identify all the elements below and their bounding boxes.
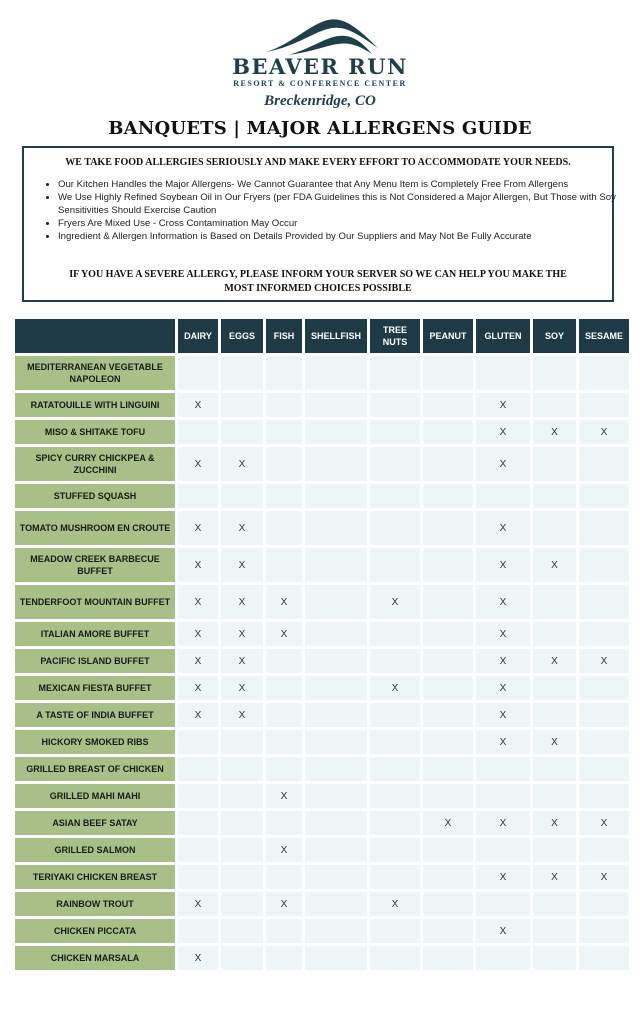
notice-headline: WE TAKE FOOD ALLERGIES SERIOUSLY AND MAKE EVERY EFFORT TO ACCOMMODATE YOUR NEEDS. bbox=[65, 157, 571, 168]
column-header-shellfish: SHELLFISH bbox=[305, 319, 367, 353]
allergen-empty-cell bbox=[266, 757, 302, 781]
allergen-empty-cell bbox=[221, 919, 263, 943]
allergen-empty-cell bbox=[370, 447, 420, 481]
allergen-mark-cell: X bbox=[476, 447, 530, 481]
allergen-empty-cell bbox=[579, 838, 629, 862]
allergen-empty-cell bbox=[305, 585, 367, 619]
allergen-mark-cell: X bbox=[221, 703, 263, 727]
dish-name: STUFFED SQUASH bbox=[15, 484, 175, 508]
table-row bbox=[15, 892, 629, 916]
allergen-empty-cell bbox=[305, 420, 367, 444]
column-header-tree-nuts: TREE NUTS bbox=[370, 319, 420, 353]
allergen-empty-cell bbox=[533, 393, 576, 417]
allergen-empty-cell bbox=[370, 356, 420, 390]
allergen-empty-cell bbox=[423, 892, 473, 916]
allergen-mark-cell: X bbox=[178, 892, 218, 916]
allergen-empty-cell bbox=[579, 585, 629, 619]
allergen-mark-cell: X bbox=[178, 447, 218, 481]
allergen-empty-cell bbox=[423, 420, 473, 444]
dish-name: GRILLED MAHI MAHI bbox=[15, 784, 175, 808]
allergen-empty-cell bbox=[423, 585, 473, 619]
allergen-empty-cell bbox=[221, 811, 263, 835]
allergen-mark-cell: X bbox=[178, 946, 218, 970]
dish-name: ASIAN BEEF SATAY bbox=[15, 811, 175, 835]
table-row bbox=[15, 622, 629, 646]
table-row bbox=[15, 585, 629, 619]
notice-bullet: • Our Kitchen Handles the Major Allergens- We Cannot Guarantee that Any Menu Item is Completely Free From Allergens bbox=[58, 178, 628, 191]
allergen-empty-cell bbox=[423, 484, 473, 508]
allergen-empty-cell bbox=[579, 484, 629, 508]
allergen-empty-cell bbox=[266, 730, 302, 754]
allergen-empty-cell bbox=[305, 811, 367, 835]
allergen-empty-cell bbox=[370, 811, 420, 835]
allergen-empty-cell bbox=[370, 865, 420, 889]
dish-name: CHICKEN PICCATA bbox=[15, 919, 175, 943]
allergen-empty-cell bbox=[370, 919, 420, 943]
allergen-mark-cell: X bbox=[221, 622, 263, 646]
allergen-mark-cell: X bbox=[579, 649, 629, 673]
allergen-empty-cell bbox=[221, 784, 263, 808]
table-row bbox=[15, 946, 629, 970]
table-row bbox=[15, 811, 629, 835]
dish-name: MEADOW CREEK BARBECUE BUFFET bbox=[15, 548, 175, 582]
allergen-mark-cell: X bbox=[221, 447, 263, 481]
column-header-peanut: PEANUT bbox=[423, 319, 473, 353]
column-header-eggs: EGGS bbox=[221, 319, 263, 353]
allergen-mark-cell: X bbox=[533, 730, 576, 754]
dish-name: GRILLED SALMON bbox=[15, 838, 175, 862]
allergen-empty-cell bbox=[305, 730, 367, 754]
allergen-empty-cell bbox=[266, 393, 302, 417]
notice-bullet: • We Use Highly Refined Soybean Oil in Our Fryers (per FDA Guidelines this is Not Considered a Major Allergen, But Those with Soy Sensitivities Should Exercise Caution bbox=[58, 191, 628, 217]
allergen-empty-cell bbox=[266, 865, 302, 889]
dish-name: TERIYAKI CHICKEN BREAST bbox=[15, 865, 175, 889]
allergen-mark-cell: X bbox=[476, 919, 530, 943]
allergen-mark-cell: X bbox=[579, 420, 629, 444]
allergen-empty-cell bbox=[305, 757, 367, 781]
allergen-empty-cell bbox=[533, 585, 576, 619]
allergen-empty-cell bbox=[533, 838, 576, 862]
allergen-mark-cell: X bbox=[178, 548, 218, 582]
notice-footer: IF YOU HAVE A SEVERE ALLERGY, PLEASE INFORM YOUR SERVER SO WE CAN HELP YOU MAKE THE MOST INFORMED CHOICES POSSIBLE bbox=[69, 269, 567, 294]
brand-tagline: RESORT & CONFERENCE CENTER bbox=[233, 79, 407, 88]
allergen-empty-cell bbox=[370, 649, 420, 673]
table-row bbox=[15, 838, 629, 862]
allergen-empty-cell bbox=[533, 356, 576, 390]
allergen-mark-cell: X bbox=[476, 865, 530, 889]
allergen-empty-cell bbox=[476, 784, 530, 808]
allergen-empty-cell bbox=[423, 784, 473, 808]
allergen-empty-cell bbox=[370, 838, 420, 862]
allergen-empty-cell bbox=[533, 946, 576, 970]
allergen-empty-cell bbox=[533, 484, 576, 508]
table-row bbox=[15, 649, 629, 673]
allergen-empty-cell bbox=[579, 356, 629, 390]
allergen-empty-cell bbox=[579, 730, 629, 754]
header-blank-cell bbox=[15, 319, 175, 353]
allergen-empty-cell bbox=[178, 420, 218, 444]
allergen-empty-cell bbox=[370, 703, 420, 727]
allergen-empty-cell bbox=[305, 548, 367, 582]
table-row bbox=[15, 548, 629, 582]
allergen-empty-cell bbox=[221, 730, 263, 754]
allergen-mark-cell: X bbox=[476, 393, 530, 417]
allergen-empty-cell bbox=[423, 622, 473, 646]
allergen-empty-cell bbox=[305, 703, 367, 727]
allergen-mark-cell: X bbox=[476, 511, 530, 545]
allergen-mark-cell: X bbox=[266, 838, 302, 862]
allergen-empty-cell bbox=[423, 676, 473, 700]
allergen-empty-cell bbox=[178, 356, 218, 390]
allergen-empty-cell bbox=[221, 892, 263, 916]
allergen-empty-cell bbox=[423, 865, 473, 889]
allergen-empty-cell bbox=[423, 919, 473, 943]
allergen-empty-cell bbox=[533, 676, 576, 700]
allergen-empty-cell bbox=[305, 676, 367, 700]
header-row bbox=[15, 319, 629, 353]
allergen-empty-cell bbox=[423, 548, 473, 582]
allergen-empty-cell bbox=[579, 393, 629, 417]
allergen-mark-cell: X bbox=[476, 649, 530, 673]
allergen-empty-cell bbox=[370, 757, 420, 781]
column-header-dairy: DAIRY bbox=[178, 319, 218, 353]
page-title: BANQUETS | MAJOR ALLERGENS GUIDE bbox=[108, 118, 532, 139]
allergen-empty-cell bbox=[579, 622, 629, 646]
allergen-empty-cell bbox=[178, 838, 218, 862]
allergen-empty-cell bbox=[533, 919, 576, 943]
allergen-mark-cell: X bbox=[266, 622, 302, 646]
allergen-mark-cell: X bbox=[476, 730, 530, 754]
allergen-empty-cell bbox=[370, 420, 420, 444]
table-row bbox=[15, 393, 629, 417]
allergen-empty-cell bbox=[533, 447, 576, 481]
allergen-empty-cell bbox=[305, 356, 367, 390]
table-row bbox=[15, 420, 629, 444]
allergen-empty-cell bbox=[370, 393, 420, 417]
allergen-empty-cell bbox=[476, 757, 530, 781]
allergen-empty-cell bbox=[476, 484, 530, 508]
notice-bullet-list bbox=[40, 178, 628, 243]
dish-name: ITALIAN AMORE BUFFET bbox=[15, 622, 175, 646]
allergen-mark-cell: X bbox=[476, 548, 530, 582]
allergen-empty-cell bbox=[305, 784, 367, 808]
allergen-empty-cell bbox=[305, 919, 367, 943]
brand-location: Breckenridge, CO bbox=[264, 93, 376, 109]
column-header-gluten: GLUTEN bbox=[476, 319, 530, 353]
table-row bbox=[15, 676, 629, 700]
table-row bbox=[15, 447, 629, 481]
allergen-mark-cell: X bbox=[221, 585, 263, 619]
allergen-mark-cell: X bbox=[221, 649, 263, 673]
allergen-mark-cell: X bbox=[423, 811, 473, 835]
allergen-table-body bbox=[15, 356, 629, 970]
allergen-empty-cell bbox=[178, 730, 218, 754]
allergen-mark-cell: X bbox=[370, 892, 420, 916]
allergen-mark-cell: X bbox=[476, 811, 530, 835]
dish-name: SPICY CURRY CHICKPEA & ZUCCHINI bbox=[15, 447, 175, 481]
table-row bbox=[15, 865, 629, 889]
allergen-empty-cell bbox=[266, 420, 302, 444]
allergen-mark-cell: X bbox=[221, 511, 263, 545]
table-row bbox=[15, 757, 629, 781]
allergen-empty-cell bbox=[178, 484, 218, 508]
allergen-empty-cell bbox=[178, 784, 218, 808]
allergen-empty-cell bbox=[423, 447, 473, 481]
allergen-empty-cell bbox=[370, 784, 420, 808]
brand-name: BEAVER RUN bbox=[232, 54, 408, 79]
allergen-empty-cell bbox=[423, 703, 473, 727]
allergen-empty-cell bbox=[579, 548, 629, 582]
dish-name: TENDERFOOT MOUNTAIN BUFFET bbox=[15, 585, 175, 619]
allergen-empty-cell bbox=[305, 393, 367, 417]
allergen-empty-cell bbox=[221, 838, 263, 862]
allergen-empty-cell bbox=[305, 892, 367, 916]
table-row bbox=[15, 784, 629, 808]
allergen-empty-cell bbox=[305, 946, 367, 970]
allergen-empty-cell bbox=[579, 919, 629, 943]
allergen-empty-cell bbox=[579, 703, 629, 727]
allergen-empty-cell bbox=[221, 757, 263, 781]
allergen-mark-cell: X bbox=[476, 622, 530, 646]
allergen-mark-cell: X bbox=[178, 585, 218, 619]
allergen-empty-cell bbox=[305, 511, 367, 545]
allergen-empty-cell bbox=[476, 892, 530, 916]
allergen-empty-cell bbox=[266, 548, 302, 582]
allergen-empty-cell bbox=[423, 757, 473, 781]
allergen-mark-cell: X bbox=[266, 892, 302, 916]
allergen-empty-cell bbox=[423, 730, 473, 754]
table-row bbox=[15, 703, 629, 727]
allergen-empty-cell bbox=[178, 811, 218, 835]
allergen-empty-cell bbox=[266, 703, 302, 727]
allergen-empty-cell bbox=[221, 420, 263, 444]
notice-bullet: • Fryers Are Mixed Use - Cross Contamination May Occur bbox=[58, 217, 628, 230]
allergen-empty-cell bbox=[266, 919, 302, 943]
allergen-empty-cell bbox=[305, 622, 367, 646]
allergen-empty-cell bbox=[579, 892, 629, 916]
allergen-empty-cell bbox=[476, 838, 530, 862]
allergen-mark-cell: X bbox=[221, 548, 263, 582]
allergen-empty-cell bbox=[266, 447, 302, 481]
allergen-empty-cell bbox=[423, 511, 473, 545]
allergen-mark-cell: X bbox=[476, 420, 530, 444]
allergen-mark-cell: X bbox=[178, 676, 218, 700]
allergen-mark-cell: X bbox=[178, 622, 218, 646]
column-header-soy: SOY bbox=[533, 319, 576, 353]
table-row bbox=[15, 511, 629, 545]
allergen-empty-cell bbox=[266, 484, 302, 508]
dish-name: A TASTE OF INDIA BUFFET bbox=[15, 703, 175, 727]
mountain-swoosh-logo-icon bbox=[262, 14, 382, 56]
allergen-empty-cell bbox=[221, 484, 263, 508]
table-row bbox=[15, 730, 629, 754]
allergen-empty-cell bbox=[533, 703, 576, 727]
allergen-empty-cell bbox=[533, 511, 576, 545]
allergen-empty-cell bbox=[305, 865, 367, 889]
allergen-empty-cell bbox=[476, 356, 530, 390]
allergen-empty-cell bbox=[221, 393, 263, 417]
allergen-mark-cell: X bbox=[178, 511, 218, 545]
column-header-sesame: SESAME bbox=[579, 319, 629, 353]
allergen-empty-cell bbox=[370, 484, 420, 508]
allergen-empty-cell bbox=[178, 865, 218, 889]
allergen-empty-cell bbox=[579, 946, 629, 970]
allergen-empty-cell bbox=[579, 757, 629, 781]
allergen-mark-cell: X bbox=[476, 585, 530, 619]
allergen-mark-cell: X bbox=[533, 865, 576, 889]
dish-name: GRILLED BREAST OF CHICKEN bbox=[15, 757, 175, 781]
allergen-empty-cell bbox=[579, 784, 629, 808]
allergen-empty-cell bbox=[423, 356, 473, 390]
resort-logo bbox=[0, 8, 640, 108]
allergen-empty-cell bbox=[370, 730, 420, 754]
column-header-fish: FISH bbox=[266, 319, 302, 353]
allergen-empty-cell bbox=[533, 892, 576, 916]
allergen-empty-cell bbox=[370, 946, 420, 970]
allergen-empty-cell bbox=[221, 946, 263, 970]
allergen-empty-cell bbox=[178, 919, 218, 943]
allergen-empty-cell bbox=[579, 511, 629, 545]
table-row bbox=[15, 484, 629, 508]
allergen-empty-cell bbox=[305, 838, 367, 862]
allergen-empty-cell bbox=[178, 757, 218, 781]
allergen-mark-cell: X bbox=[266, 784, 302, 808]
dish-name: MEDITERRANEAN VEGETABLE NAPOLEON bbox=[15, 356, 175, 390]
dish-name: MISO & SHITAKE TOFU bbox=[15, 420, 175, 444]
allergen-empty-cell bbox=[533, 757, 576, 781]
allergen-empty-cell bbox=[579, 447, 629, 481]
allergen-table-header bbox=[15, 319, 629, 353]
allergen-mark-cell: X bbox=[370, 676, 420, 700]
allergen-mark-cell: X bbox=[533, 811, 576, 835]
dish-name: CHICKEN MARSALA bbox=[15, 946, 175, 970]
allergen-empty-cell bbox=[423, 393, 473, 417]
allergen-mark-cell: X bbox=[178, 703, 218, 727]
allergen-mark-cell: X bbox=[266, 585, 302, 619]
allergen-empty-cell bbox=[305, 447, 367, 481]
allergen-empty-cell bbox=[266, 511, 302, 545]
allergen-mark-cell: X bbox=[178, 393, 218, 417]
allergen-table bbox=[12, 316, 632, 973]
allergen-mark-cell: X bbox=[370, 585, 420, 619]
dish-name: HICKORY SMOKED RIBS bbox=[15, 730, 175, 754]
notice-bullet: • Ingredient & Allergen Information is Based on Details Provided by Our Suppliers and May Not Be Fully Accurate bbox=[58, 230, 628, 243]
allergen-mark-cell: X bbox=[533, 420, 576, 444]
allergen-empty-cell bbox=[305, 649, 367, 673]
allergen-empty-cell bbox=[266, 676, 302, 700]
allergen-mark-cell: X bbox=[533, 649, 576, 673]
allergen-mark-cell: X bbox=[178, 649, 218, 673]
dish-name: PACIFIC ISLAND BUFFET bbox=[15, 649, 175, 673]
allergen-empty-cell bbox=[533, 622, 576, 646]
allergen-empty-cell bbox=[476, 946, 530, 970]
allergen-empty-cell bbox=[533, 784, 576, 808]
allergen-empty-cell bbox=[266, 811, 302, 835]
allergen-empty-cell bbox=[370, 511, 420, 545]
allergen-empty-cell bbox=[370, 548, 420, 582]
allergen-empty-cell bbox=[579, 676, 629, 700]
allergen-empty-cell bbox=[370, 622, 420, 646]
dish-name: MEXICAN FIESTA BUFFET bbox=[15, 676, 175, 700]
allergen-empty-cell bbox=[221, 865, 263, 889]
allergen-mark-cell: X bbox=[579, 865, 629, 889]
allergen-empty-cell bbox=[221, 356, 263, 390]
table-row bbox=[15, 919, 629, 943]
allergen-mark-cell: X bbox=[221, 676, 263, 700]
allergen-empty-cell bbox=[266, 649, 302, 673]
allergy-notice-box bbox=[22, 146, 614, 302]
allergen-empty-cell bbox=[423, 649, 473, 673]
dish-name: TOMATO MUSHROOM EN CROUTE bbox=[15, 511, 175, 545]
allergen-mark-cell: X bbox=[476, 676, 530, 700]
allergen-empty-cell bbox=[423, 838, 473, 862]
allergen-mark-cell: X bbox=[476, 703, 530, 727]
allergen-empty-cell bbox=[266, 946, 302, 970]
table-row bbox=[15, 356, 629, 390]
allergen-empty-cell bbox=[305, 484, 367, 508]
allergen-empty-cell bbox=[423, 946, 473, 970]
allergen-empty-cell bbox=[266, 356, 302, 390]
allergen-mark-cell: X bbox=[579, 811, 629, 835]
dish-name: RAINBOW TROUT bbox=[15, 892, 175, 916]
allergen-mark-cell: X bbox=[533, 548, 576, 582]
dish-name: RATATOUILLE WITH LINGUINI bbox=[15, 393, 175, 417]
